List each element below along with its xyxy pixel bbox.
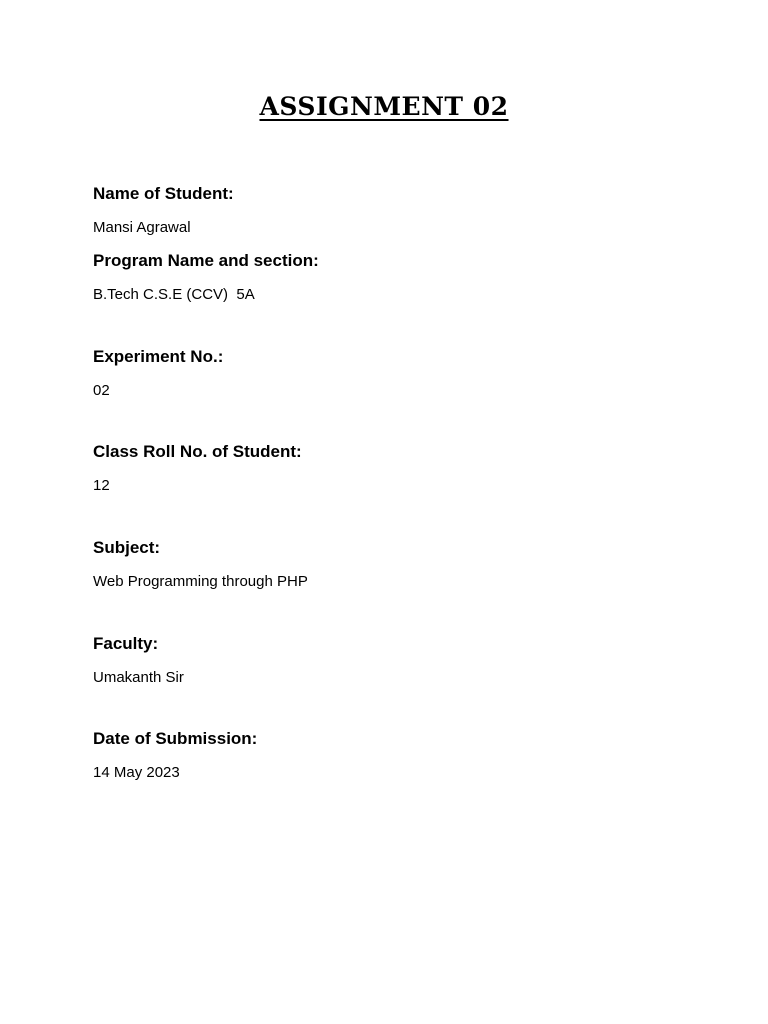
value-program-name: B.Tech C.S.E (CCV) 5A: [93, 286, 255, 303]
document-title: [0, 90, 768, 124]
value-class-roll-no: 12: [93, 477, 110, 494]
value-name-of-student: Mansi Agrawal: [93, 219, 191, 236]
label-program-name: Program Name and section:: [93, 251, 319, 270]
value-date-of-submission: 14 May 2023: [93, 764, 180, 781]
label-subject: Subject:: [93, 538, 161, 557]
document-title-text: ASSIGNMENT 02: [259, 92, 509, 121]
value-experiment-no: 02: [93, 382, 110, 399]
label-name-of-student: Name of Student:: [93, 184, 234, 203]
value-faculty: Umakanth Sir: [93, 669, 184, 686]
label-faculty: Faculty:: [93, 634, 159, 653]
label-date-of-submission: Date of Submission:: [93, 729, 258, 748]
value-subject: Web Programming through PHP: [93, 573, 308, 590]
label-experiment-no: Experiment No.:: [93, 347, 224, 366]
label-class-roll-no: Class Roll No. of Student:: [93, 442, 302, 461]
